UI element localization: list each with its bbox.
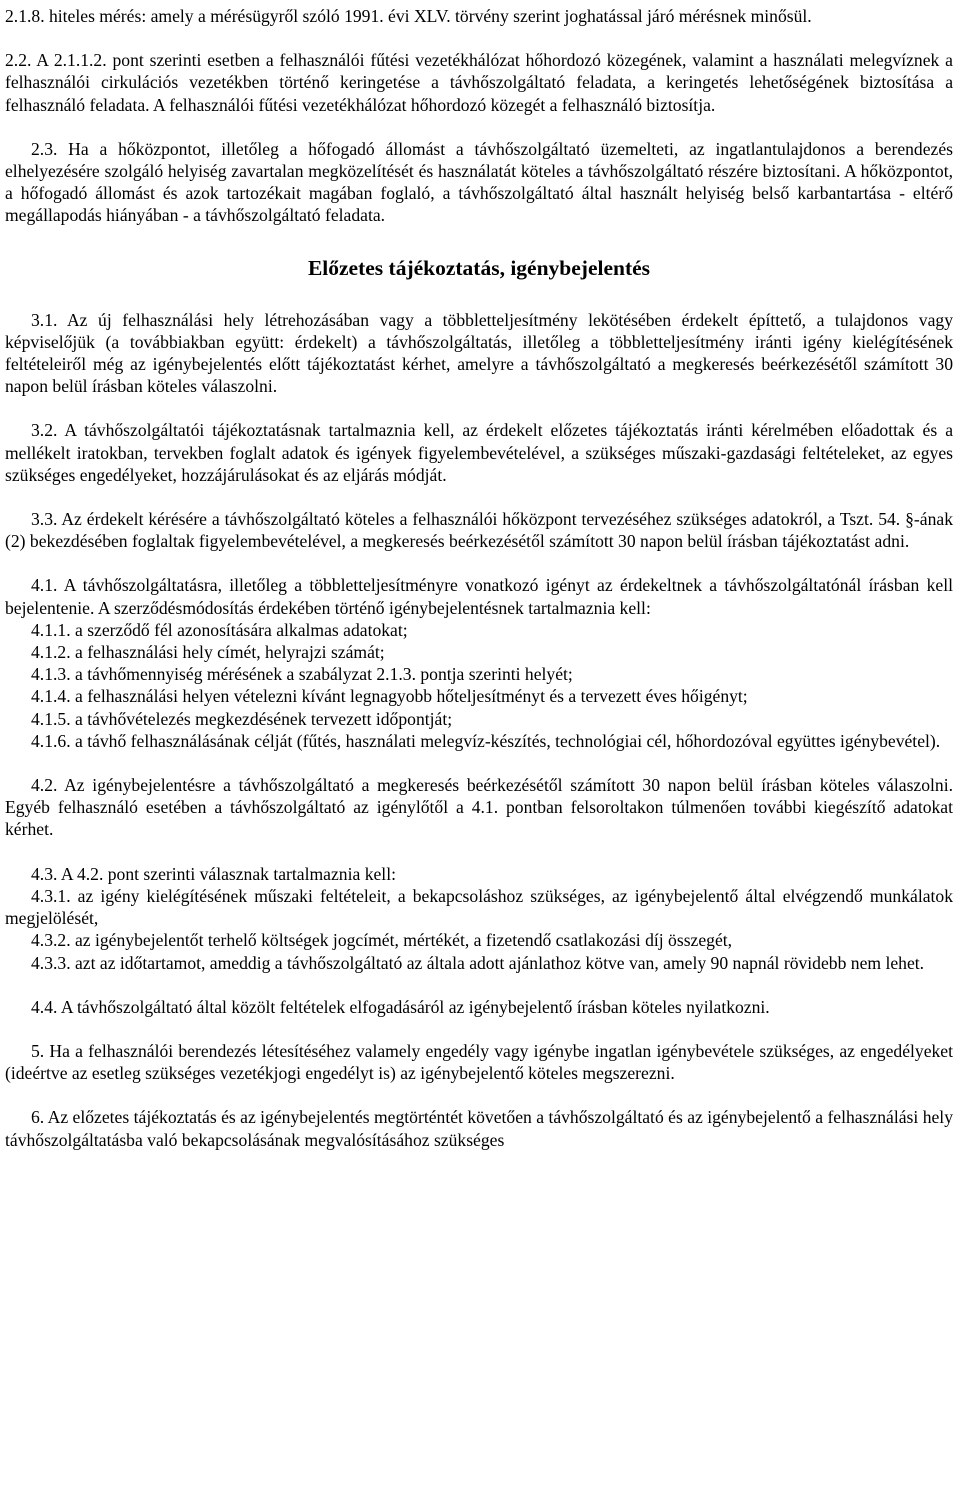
list-item: 4.1.1. a szerződő fél azonosítására alkalmas adatokat; <box>31 619 408 640</box>
paragraph-4-4: 4.4. A távhőszolgáltató által közölt feltételek elfogadásáról az igénybejelentő írásban köteles nyilatkozni. <box>31 996 770 1017</box>
paragraph-5: 5. Ha a felhasználói berendezés létesítéséhez valamely engedély vagy igénybe ingatlan igénybevétele szükséges, az engedélyeket (ideértve az esetleg szükséges vezetékjogi engedélyt is) az igénybejelentő köteles megszerezni. <box>5 1040 953 1084</box>
list-item: 4.3.2. az igénybejelentőt terhelő költségek jogcímét, mértékét, a fizetendő csatlakozási díj összegét, <box>31 930 733 951</box>
paragraph-4-3: 4.3. A 4.2. pont szerinti válasznak tartalmaznia kell: <box>31 863 396 884</box>
list-item: 4.1.4. a felhasználási helyen vételezni kívánt legnagyobb hőteljesítményt és a tervezett éves hőigényt; <box>31 686 748 707</box>
paragraph-3-3: 3.3. Az érdekelt kérésére a távhőszolgáltató köteles a felhasználói hőközpont tervezéséhez szükséges adatokról, a Tszt. 54. §-ának (2) bekezdésében foglaltak figyelembevételével, a megkeresés beérkezésétől számított 30 napon belül írásban tájékoztatást adni. <box>5 509 953 552</box>
list-item: 4.3.1. az igény kielégítésének műszaki feltételeit, a bekapcsoláshoz szükséges, az igénybejelentő által elvégzendő munkálatok megjelölését, <box>5 885 953 929</box>
section-heading: Előzetes tájékoztatás, igénybejelentés <box>307 255 651 280</box>
paragraph-4-1: 4.1. A távhőszolgáltatásra, illetőleg a többletteljesítményre vonatkozó igényt az érdekeltnek a távhőszolgáltatónál írásban kell bejelentenie. A szerződésmódosítás érdekében történő igénybejelentésnek tartalmaznia kell: <box>5 575 953 618</box>
paragraph-2-3: 2.3. Ha a hőközpontot, illetőleg a hőfogadó állomást a távhőszolgáltató üzemelteti, az ingatlantulajdonos a berendezés elhelyezésére szolgáló helyiség zavartalan megközelítését és használatát köteles a távhőszolgáltató részére biztosítani. A hőközpontot, a hőfogadó állomást és azok tartozékait magában foglaló, a távhőszolgáltató által használt helyiség belső karbantartása - eltérő megállapodás hiányában - a távhőszolgáltató feladata. <box>5 138 953 226</box>
list-item: 4.1.3. a távhőmennyiség mérésének a szabályzat 2.1.3. pontja szerinti helyét; <box>31 664 573 685</box>
paragraph-2-1-8: 2.1.8. hiteles mérés: amely a mérésügyről szóló 1991. évi XLV. törvény szerint joghatással járó mérésnek minősül. <box>5 6 812 26</box>
list-item: 4.1.6. a távhő felhasználásának célját (fűtés, használati melegvíz-készítés, technológiai cél, hőhordozóval együttes igénybevétel). <box>31 730 941 751</box>
list-item: 4.1.5. a távhővételezés megkezdésének tervezett időpontját; <box>31 708 453 729</box>
list-4-1 <box>5 619 953 752</box>
document-page <box>5 0 953 1151</box>
paragraph-3-1: 3.1. Az új felhasználási hely létrehozásában vagy a többletteljesítmény lekötésében érdekelt építtető, a tulajdonos vagy képviselőjük (a továbbiakban együtt: érdekelt) a távhőszolgáltatás, illetőleg a többletteljesítmény iránti igény kielégítésének feltételeiről még az igénybejelentés előtt tájékoztatást kérhet, amelyre a távhőszolgáltató a megkeresés beérkezésétől számított 30 napon belül írásban köteles válaszolni. <box>5 309 953 397</box>
paragraph-2-2: 2.2. A 2.1.1.2. pont szerinti esetben a felhasználói fűtési vezetékhálózat hőhordozó közegének, valamint a használati melegvíznek a felhasználói cirkulációs vezetékben történő keringetése a távhőszolgáltató feladata, a keringetés lehetőségének biztosítása a felhasználó feladata. A felhasználói fűtési vezetékhálózat hőhordozó közegét a felhasználó biztosítja. <box>5 50 953 115</box>
list-4-3 <box>5 885 953 974</box>
list-item: 4.3.3. azt az időtartamot, ameddig a távhőszolgáltató az általa adott ajánlathoz kötve van, amely 90 napnál rövidebb nem lehet. <box>31 952 925 973</box>
paragraph-3-2: 3.2. A távhőszolgáltatói tájékoztatásnak tartalmaznia kell, az érdekelt előzetes tájékoztatás iránti kérelmében előadottak és a mellékelt iratokban, tervekben foglalt adatok és igények figyelembevételével, a szükséges műszaki-gazdasági feltételeket, az egyes szükséges engedélyeket, hozzájárulásokat és az eljárás módját. <box>5 420 953 485</box>
paragraph-6: 6. Az előzetes tájékoztatás és az igénybejelentés megtörténtét követően a távhőszolgáltató és az igénybejelentő a felhasználási hely távhőszolgáltatásba való bekapcsolásának megvalósításához szükséges <box>5 1107 953 1150</box>
paragraph-4-2: 4.2. Az igénybejelentésre a távhőszolgáltató a megkeresés beérkezésétől számított 30 napon belül írásban köteles válaszolni. Egyéb felhasználó esetében a távhőszolgáltató az igénylőtől a 4.1. pontban felsoroltakon túlmenően további kiegészítő adatokat kérhet. <box>5 775 953 840</box>
list-item: 4.1.2. a felhasználási hely címét, helyrajzi számát; <box>31 642 385 663</box>
